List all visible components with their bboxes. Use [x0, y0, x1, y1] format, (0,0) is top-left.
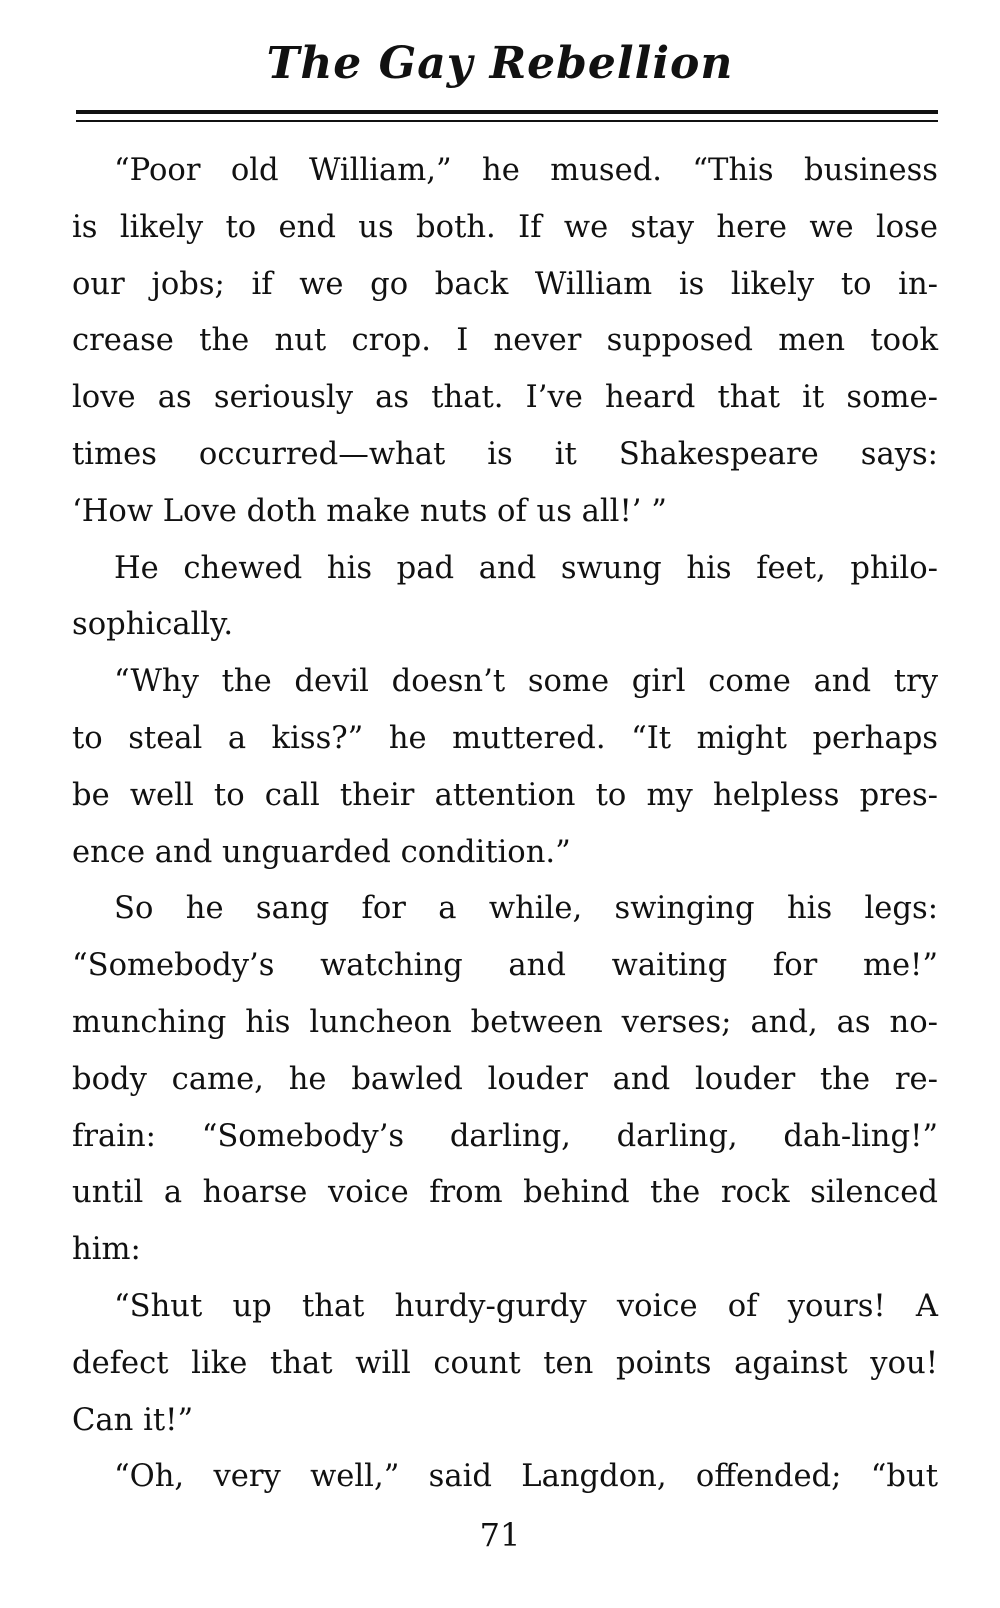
text-line: times occurred—what is it Shakespeare says:	[72, 436, 938, 472]
running-title: The Gay Rebellion	[266, 38, 734, 89]
text-line: love as seriously as that. I’ve heard that it some-	[72, 380, 938, 416]
text-line: He chewed his pad and swung his feet, philo-	[114, 550, 938, 586]
text-line: defect like that will count ten points against you!	[72, 1345, 938, 1381]
page-number: 71	[479, 1516, 521, 1554]
body-text	[72, 143, 938, 1506]
text-line: him:	[72, 1232, 141, 1268]
text-line: ence and unguarded condition.”	[72, 834, 571, 870]
header-rule-thin	[76, 120, 938, 122]
text-line: until a hoarse voice from behind the rock silenced	[72, 1175, 938, 1211]
text-line: So he sang for a while, swinging his legs:	[114, 891, 938, 927]
text-line: frain: “Somebody’s darling, darling, dah-ling!”	[72, 1118, 938, 1154]
text-line: to steal a kiss?” he muttered. “It might perhaps	[72, 720, 938, 756]
text-line: “Shut up that hurdy-gurdy voice of yours! A	[114, 1288, 938, 1324]
text-line: is likely to end us both. If we stay here we lose	[72, 209, 938, 245]
text-line: “Why the devil doesn’t some girl come and try	[114, 664, 938, 700]
text-line: munching his luncheon between verses; and, as no-	[72, 1004, 938, 1040]
text-line: “Somebody’s watching and waiting for me!”	[72, 948, 938, 984]
text-line: our jobs; if we go back William is likely to in-	[72, 266, 938, 302]
text-line: “Oh, very well,” said Langdon, offended; “but	[114, 1459, 938, 1495]
text-line: Can it!”	[72, 1402, 194, 1438]
text-line: body came, he bawled louder and louder the re-	[72, 1061, 938, 1097]
text-line: “Poor old William,” he mused. “This business	[114, 153, 938, 188]
text-line: ‘How Love doth make nuts of us all!’ ”	[72, 493, 667, 529]
text-line: be well to call their attention to my helpless pres-	[72, 777, 938, 813]
text-line: crease the nut crop. I never supposed men took	[72, 323, 938, 359]
text-line: sophically.	[72, 607, 234, 643]
header-rule-thick	[76, 110, 938, 114]
